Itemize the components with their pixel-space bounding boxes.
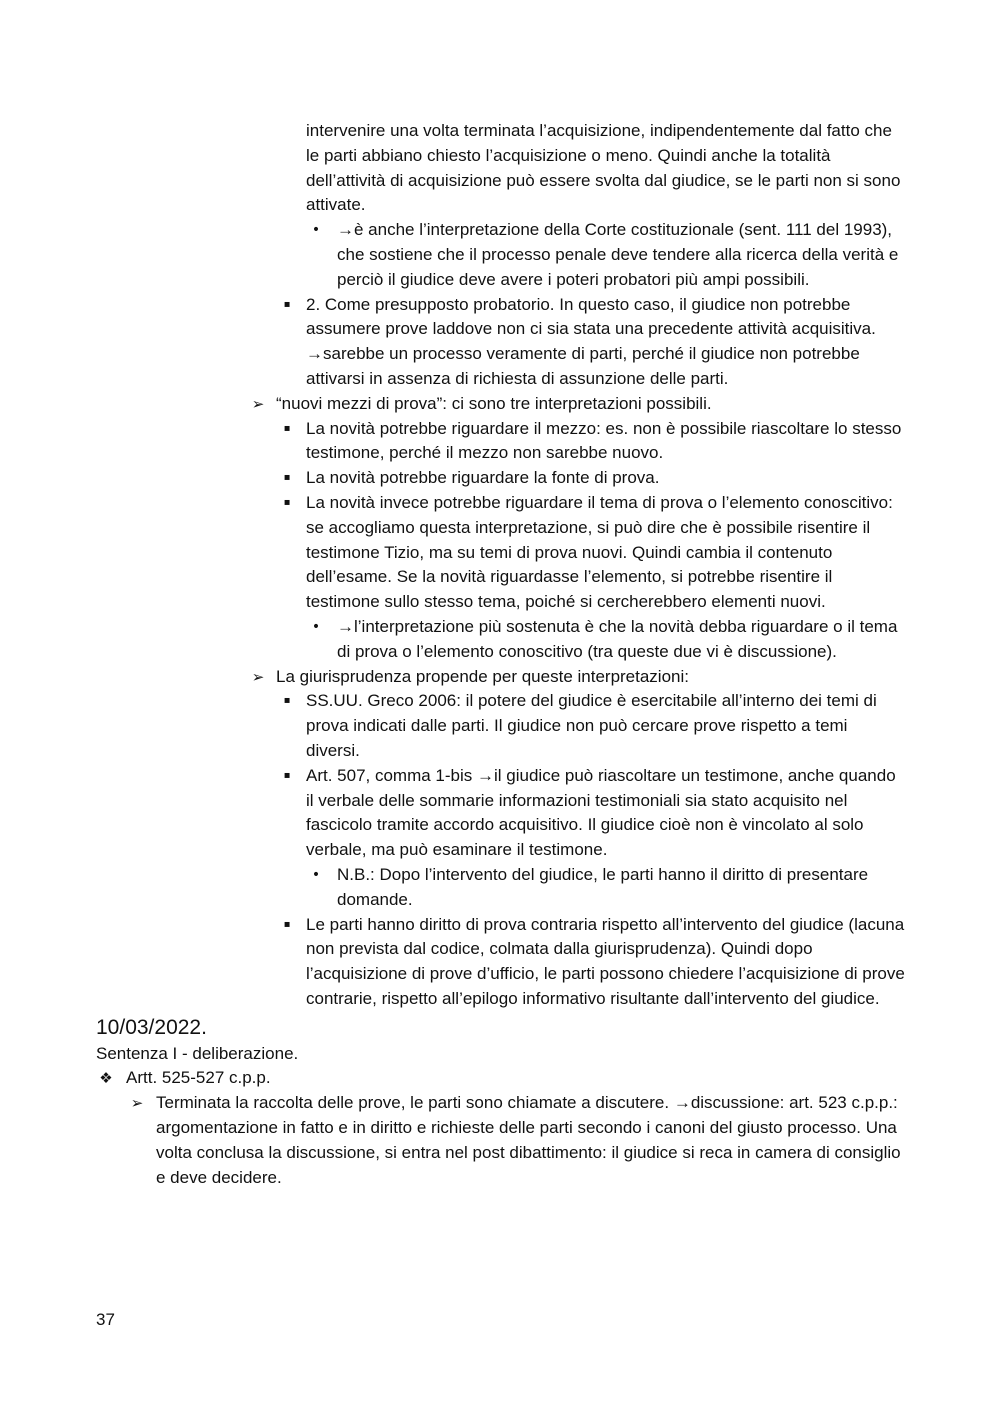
square-bullet-icon: ▪ [283, 918, 291, 930]
square-bullet-icon: ▪ [283, 496, 291, 508]
list-item [96, 665, 906, 690]
list-item [96, 293, 906, 392]
list-item-text: →l’interpretazione più sostenuta è che la novità debba riguardare o il tema di prova o l’elemento conoscitivo (tra queste due vi è discussione). [337, 616, 898, 661]
list-item [96, 218, 906, 292]
list-item [96, 615, 906, 665]
square-bullet-icon: ▪ [283, 472, 291, 484]
list-item-text: Le parti hanno diritto di prova contraria rispetto all’intervento del giudice (lacuna non prevista dal codice, colmata dalla giurisprudenza). Quindi dopo l’acquisizione di prove d’ufficio, le parti possono chiedere l’acquisizione di prove contrarie, rispetto all’epilogo informativo risultante dall’intervento del giudice. [306, 914, 905, 1008]
list-item-text: →è anche l’interpretazione della Corte costituzionale (sent. 111 del 1993), che sostiene che il processo penale deve tendere alla ricerca della verità e perciò il giudice deve avere i poteri probatori più ampi possibili. [337, 220, 899, 289]
list-item [96, 417, 906, 467]
date-heading: 10/03/2022. [96, 1015, 207, 1039]
list-item [96, 913, 906, 1012]
list-item-text: La novità potrebbe riguardare il mezzo: es. non è possibile riascoltare lo stesso testimone, perché il mezzo non sarebbe nuovo. [306, 418, 902, 463]
list-item-text: La giurisprudenza propende per queste interpretazioni: [276, 666, 689, 686]
list-item-text: Terminata la raccolta delle prove, le parti sono chiamate a discutere. →discussione: art. 523 c.p.p.: argomentazione in fatto e in diritto e richieste delle parti secondo i canoni del giusto processo. Una volta conclusa la discussione, si entra nel post dibattimento: il giudice si reca in camera di consiglio e deve decidere. [156, 1093, 901, 1187]
square-bullet-icon: ▪ [283, 422, 291, 434]
square-bullet-icon: ▪ [283, 298, 291, 310]
arrow-bullet-icon: ➢ [130, 1094, 144, 1113]
list-item-text: La novità potrebbe riguardare la fonte di prova. [306, 468, 660, 488]
square-bullet-icon: ▪ [283, 695, 291, 707]
list-item-text: “nuovi mezzi di prova”: ci sono tre interpretazioni possibili. [276, 393, 712, 413]
list-item-text: SS.UU. Greco 2006: il potere del giudice è esercitabile all’interno dei temi di prova indicati dalle parti. Il giudice non può cercare prove rispetto a temi diversi. [306, 691, 877, 760]
list-item [96, 1066, 906, 1091]
arrow-bullet-icon: ➢ [251, 394, 265, 413]
list-item-text: N.B.: Dopo l’intervento del giudice, le parti hanno il diritto di presentare domande. [337, 864, 869, 909]
list-item-text: 2. Come presupposto probatorio. In questo caso, il giudice non potrebbe assumere prove laddove non ci sia stata una precedente attività acquisitiva. →sarebbe un processo veramente di parti, perché il giudice non potrebbe attivarsi in assenza di richiesta di assunzione delle parti. [306, 294, 876, 388]
paragraph-continuation [96, 119, 906, 218]
list-item-text: Artt. 525-527 c.p.p. [126, 1068, 271, 1088]
dot-bullet-icon: • [311, 866, 321, 883]
list-item [96, 392, 906, 417]
page-content [96, 119, 906, 1190]
diamond-bullet-icon: ❖ [99, 1069, 113, 1088]
paragraph-text: intervenire una volta terminata l’acquisizione, indipendentemente dal fatto che le parti abbiano chiesto l’acquisizione o meno. Quindi anche la totalità dell’attività di acquisizione può essere svolta dal giudice, se le parti non si sono attivate. [306, 121, 901, 215]
list-item [96, 1091, 906, 1190]
dot-bullet-icon: • [311, 222, 321, 239]
list-item [96, 764, 906, 863]
square-bullet-icon: ▪ [283, 769, 291, 781]
list-item [96, 689, 906, 763]
section-title: Sentenza I - deliberazione. [96, 1043, 299, 1063]
list-item-text: Art. 507, comma 1-bis →il giudice può riascoltare un testimone, anche quando il verbale delle sommarie informazioni testimoniali sia stato acquisito nel fascicolo tramite accordo acquisitivo. Il giudice cioè non è vincolato al solo verbale, ma può esaminare il testimone. [306, 765, 896, 860]
page-number: 37 [96, 1310, 115, 1329]
arrow-bullet-icon: ➢ [251, 667, 265, 686]
list-item [96, 466, 906, 491]
list-item-text: La novità invece potrebbe riguardare il tema di prova o l’elemento conoscitivo: se accogliamo questa interpretazione, si può dire che è possibile risentire il testimone Tizio, ma su temi di prova nuovi. Quindi cambia il contenuto dell’esame. Se la novità riguardasse l’elemento, si potrebbe risentire il testimone sullo stesso tema, poiché si cercherebbero elementi nuovi. [306, 492, 893, 612]
list-item [96, 863, 906, 913]
dot-bullet-icon: • [311, 618, 321, 635]
list-item [96, 491, 906, 615]
